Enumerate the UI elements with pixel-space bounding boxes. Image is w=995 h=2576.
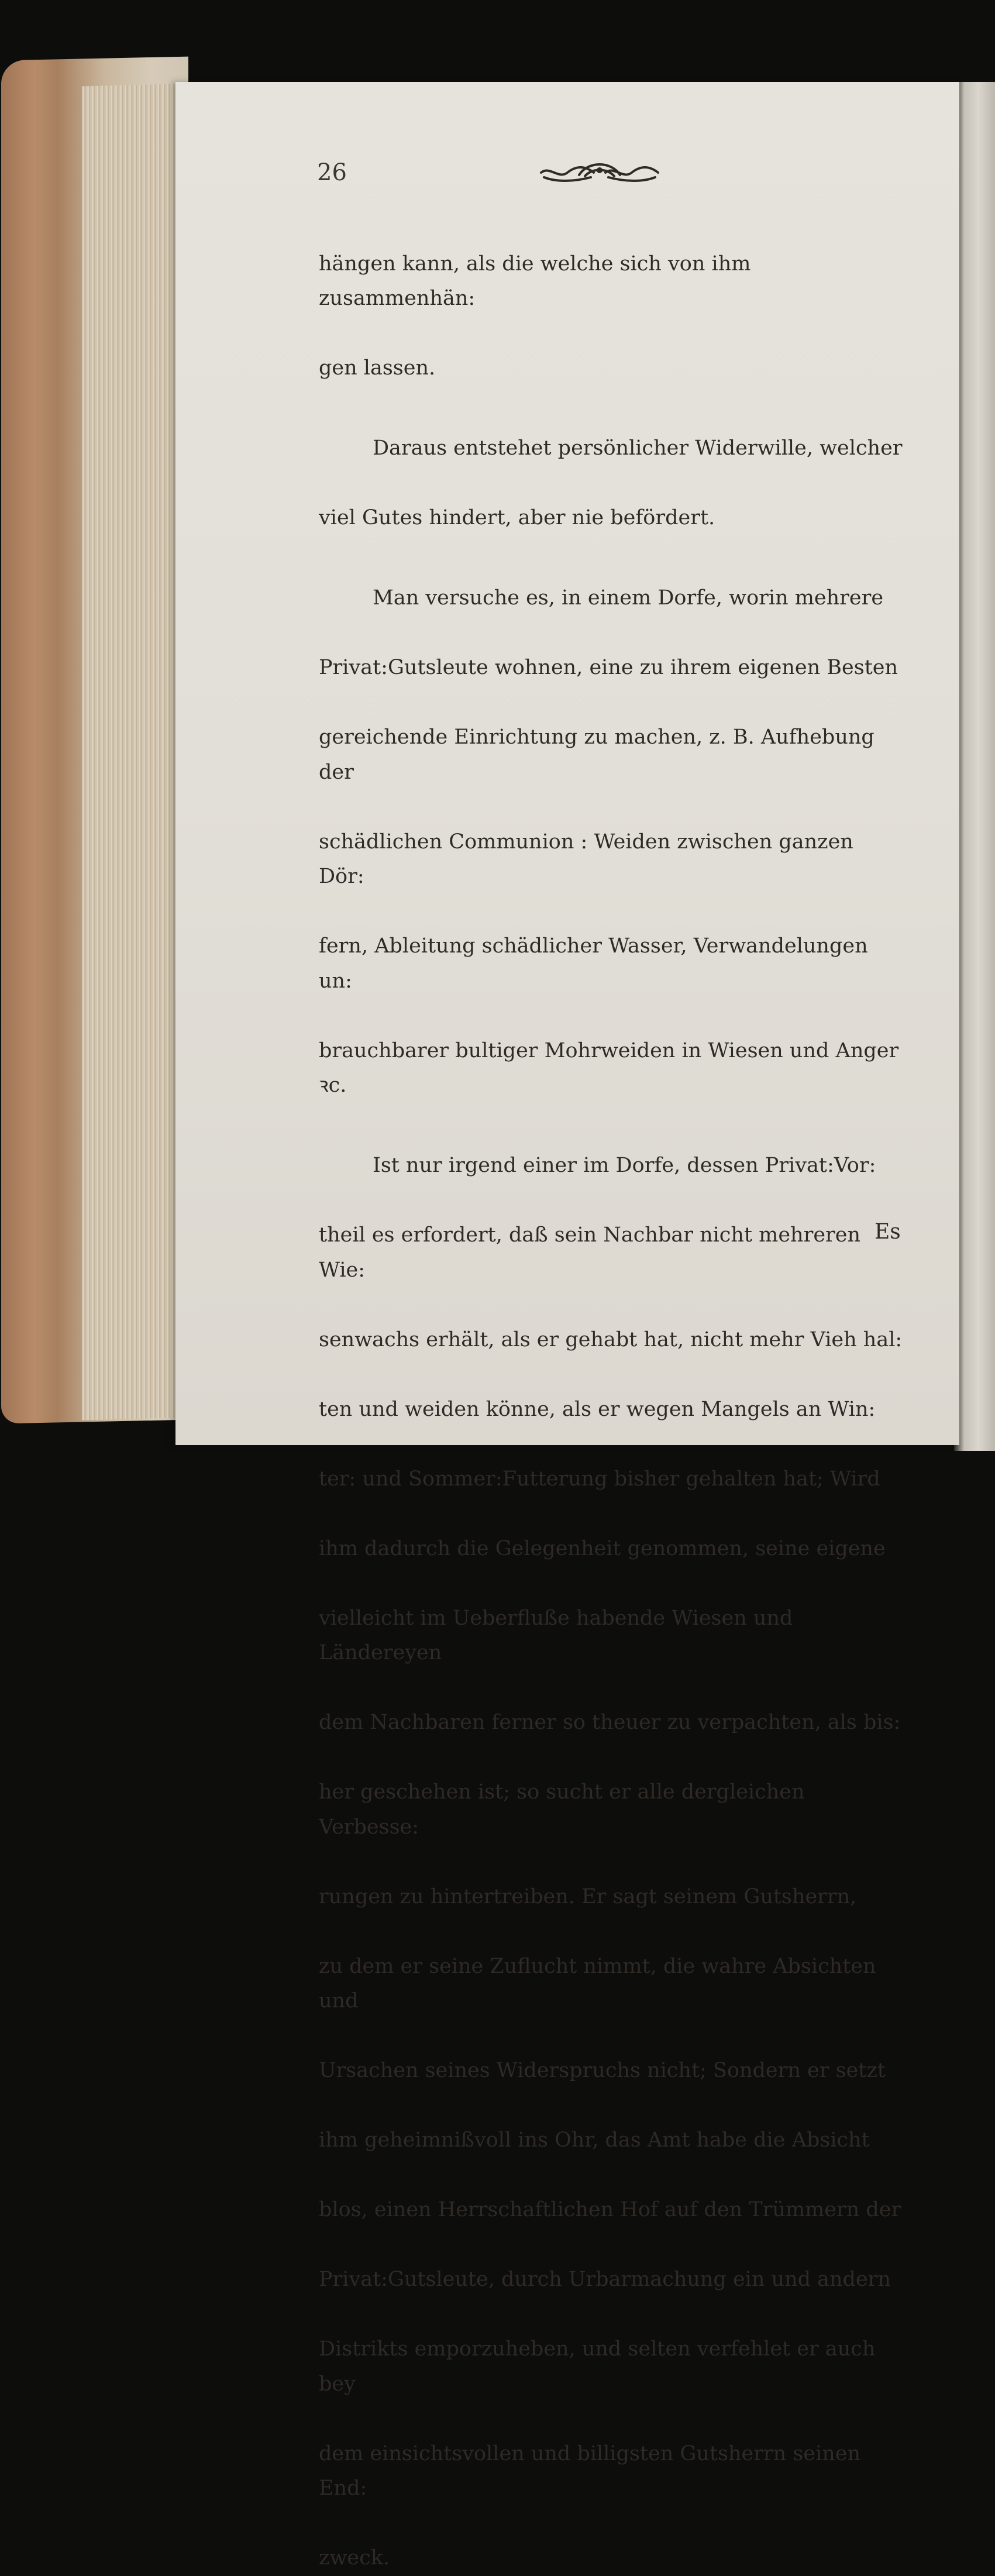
text-line: her geschehen ist; so sucht er alle dergleichen Verbesse:: [319, 1780, 805, 1839]
text-line: dem Nachbaren ferner so theuer zu verpachten, als bis:: [319, 1711, 901, 1734]
text-line: hängen kann, als die welche sich von ihm zusammenhän:: [319, 252, 751, 310]
paragraph-3: [319, 546, 904, 1103]
text-line: Ursachen seines Widerspruchs nicht; Sondern er setzt: [319, 2059, 886, 2082]
text-line: Man versuche es, in einem Dorfe, worin mehrere: [373, 586, 884, 610]
body-text: [319, 212, 904, 2576]
facing-page-edge: [954, 82, 995, 1451]
text-line: brauchbarer bultiger Mohrweiden in Wiesen und Anger ꝛc.: [319, 1038, 899, 1097]
page-number: 26: [317, 159, 347, 186]
text-line: fern, Ableitung schädlicher Wasser, Verwandelungen un:: [319, 934, 868, 993]
text-line: senwachs erhält, als er gehabt hat, nicht mehr Vieh hal:: [319, 1327, 903, 1351]
text-line: theil es erfordert, daß sein Nachbar nicht mehreren Wie:: [319, 1223, 861, 1282]
text-line: gen lassen.: [319, 356, 436, 380]
text-line: blos, einen Herrschaftlichen Hof auf den Trümmern der: [319, 2198, 901, 2221]
text-line: zu dem er seine Zuflucht nimmt, die wahre Absichten und: [319, 1954, 876, 2013]
text-line: gereichende Einrichtung zu machen, z. B. Aufhebung der: [319, 725, 875, 784]
text-line: ter: und Sommer:Futterung bisher gehalten hat; Wird: [319, 1467, 880, 1491]
text-line: vielleicht im Ueberfluße habende Wiesen und Ländereyen: [319, 1606, 793, 1664]
text-line: dem einsichtsvollen und billigsten Gutsherrn seinen End:: [319, 2441, 860, 2500]
text-line: Daraus entstehet persönlicher Widerwille, welcher: [373, 436, 903, 460]
text-line: Privat:Gutsleute, durch Urbarmachung ein und andern: [319, 2268, 891, 2291]
text-line: rungen zu hintertreiben. Er sagt seinem Gutsherrn,: [319, 1884, 857, 1908]
text-line: Privat:Gutsleute wohnen, eine zu ihrem eigenen Besten: [319, 656, 898, 679]
text-line: ihm geheimnißvoll ins Ohr, das Amt habe die Absicht: [319, 2128, 870, 2152]
text-line: viel Gutes hindert, aber nie befördert.: [319, 506, 715, 529]
text-line: ihm dadurch die Gelegenheit genommen, seine eigene: [319, 1536, 886, 1560]
text-line: Ist nur irgend einer im Dorfe, dessen Privat:Vor:: [373, 1154, 876, 1177]
text-line: zweck.: [319, 2546, 390, 2570]
paragraph-2: [319, 397, 904, 536]
text-line: Distrikts emporzuheben, und selten verfehlet er auch bey: [319, 2337, 876, 2396]
printers-ornament-icon: [538, 155, 661, 190]
text-line: schädlichen Communion : Weiden zwischen ganzen Dör:: [319, 830, 853, 888]
paragraph-4: [319, 1114, 904, 2576]
catchword: Es: [875, 1220, 901, 1244]
paragraph-1: [319, 212, 904, 386]
text-line: ten und weiden könne, als er wegen Mangels an Win:: [319, 1397, 876, 1421]
